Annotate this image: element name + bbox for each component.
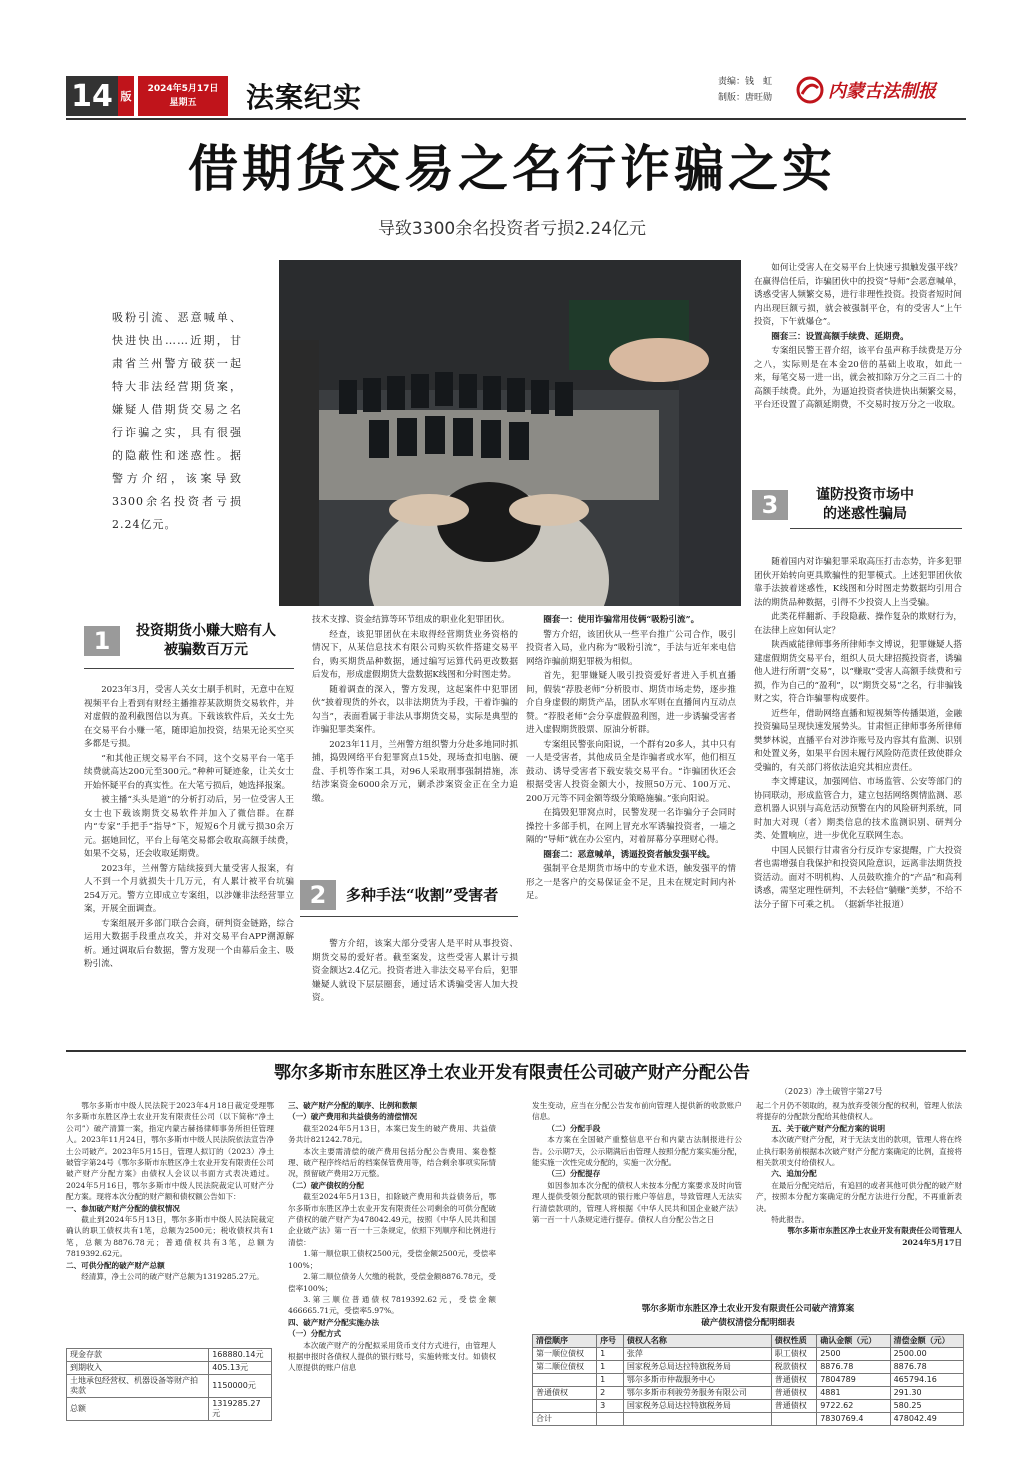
page-suffix-label: 版 <box>120 90 132 103</box>
dist-cell: 2500.00 <box>890 1348 963 1361</box>
asset-item: 到期收入 <box>67 1362 209 1375</box>
notice-title: 鄂尔多斯市东胜区净土农业开发有限责任公司破产财产分配公告 <box>274 1063 750 1083</box>
dist-cell: 张萍 <box>623 1348 771 1361</box>
dist-cell: 291.30 <box>890 1387 963 1400</box>
notice-a-para-3: 经清算，净土公司的破产财产总额为1319285.27元。 <box>81 1272 264 1282</box>
headline: 借期货交易之名行诈骗之实 <box>188 139 836 198</box>
notice-d-para-2: 本次破产财产分配，对于无法支出的款项，管理人将在终止执行职务前根据本次破产财产分配方案确定的比例，直接将相关款项支付给债权人。 <box>756 1135 962 1168</box>
dist-cell: 国家税务总局达拉特旗税务局 <box>623 1400 771 1413</box>
dist-table-subtitle: 破产债权清偿分配明细表 <box>701 1318 795 1328</box>
notice-b-head-3-text: （二）破产债权的分配 <box>288 1180 364 1190</box>
section-3-title: 谨防投资市场中的迷惑性骗局 <box>816 487 914 522</box>
dist-cell <box>597 1413 624 1426</box>
dist-cell: 2500 <box>817 1348 890 1361</box>
dist-cell: 4881 <box>817 1387 890 1400</box>
col4b-para-2: 此类花样翻新、手段隐蔽、操作复杂的欺财行为，在法律上应如何认定？ <box>754 612 962 636</box>
col3-para-4: 在捣毁犯罪窝点时，民警发现一名诈骗分子会同时操控十多部手机，在网上冒充水军诱骗投资者，一墙之隔的“导师”就在办公室内，对着屏幕分享理财心得。 <box>526 808 736 845</box>
masthead-rule <box>66 118 966 120</box>
notice-b-para-3: 截至2024年5月13日，扣除破产费用和共益债务后，鄂尔多斯市东胜区净土农业开发有限责任公司剩余的可供分配破产债权的破产财产为478042.49元，按照《中华人民共和国企业破产法》第一百一十三条规定，依照下列顺序和比例进行清偿： <box>288 1192 496 1247</box>
notice-signature-text: 鄂尔多斯市东胜区净土农业开发有限责任公司管理人 <box>787 1226 962 1236</box>
dist-cell: 合计 <box>533 1413 597 1426</box>
notice-d-para-3: 在最后分配完结后，有追回的或者其他可供分配的破产财产，按照本分配方案确定的分配方法进行分配，不再重新表决。 <box>756 1180 962 1213</box>
dist-cell: 职工债权 <box>771 1348 816 1361</box>
notice-d-head-2-text: 六、追加分配 <box>771 1169 817 1179</box>
notice-signature <box>756 1225 962 1236</box>
notice-b-para-7: 本次破产财产的分配拟采用货币支付方式进行，由管理人根据申报时各债权人提供的银行账号，实施转账支付。如债权人原提供的账户信息 <box>288 1340 496 1373</box>
notice-c-head-2 <box>532 1168 742 1179</box>
col4b-para-4: 近些年，借助网络直播和短视频等传播渠道，金融投资骗局呈现快速发展势头。甘肃恒正律师事务所律师樊梦林说，直播平台对涉诈账号及内容其有监测、识别和处置义务，如果平台因未履行风险防范责任致使群众受骗的，有关部门将依法追究其相应责任。 <box>754 708 962 773</box>
notice-d-para-4: 特此报告。 <box>771 1215 810 1225</box>
dist-col-header: 序号 <box>597 1335 624 1348</box>
notice-docno: （2023）净土破管字第27号 <box>780 1087 883 1096</box>
col4b-para-5: 李文博建议，加强网信、市场监管、公安等部门的协同联动，形成监管合力，建立包括网络舆情监测、恶意机器人识别与高危活动预警在内的风险研判系统，同时加大对现（者）期类信息的技术监测识别、研判分类、处置响应，进一步优化互联网生态。 <box>754 777 962 841</box>
dist-table-title: 鄂尔多斯市东胜区净土农业开发有限责任公司破产清算案 <box>641 1304 855 1314</box>
dist-cell: 普通债权 <box>771 1374 816 1387</box>
notice-d-head-2 <box>756 1168 962 1179</box>
dist-cell: 580.25 <box>890 1400 963 1413</box>
section-3-rule <box>790 528 962 529</box>
issue-weekday: 星期五 <box>169 98 197 108</box>
section-2-rule <box>300 916 518 917</box>
dist-cell: 8876.78 <box>817 1361 890 1374</box>
page-number: 14 <box>71 78 113 114</box>
dist-cell: 第二顺位债权 <box>533 1361 597 1374</box>
col4-box-title-3-text: 圈套三：设置高额手续费、延期费。 <box>771 331 909 342</box>
dist-col-header: 清偿顺序 <box>533 1335 597 1348</box>
notice-d-para-1: 起二个月仍不领取的，视为放弃受领分配的权利，管理人依法将提存的分配款分配给其他债权人。 <box>756 1101 962 1122</box>
col1-para-4: 2023年，兰州警方陆续接到大量受害人报案，有人不到一个月就损失十几万元，有人累计被平台坑骗254万元。警方立即成立专案组，以涉嫌非法经营罪立案，开展全面调查。 <box>84 863 294 914</box>
asset-amount: 1150000元 <box>209 1375 272 1398</box>
paper-logo-icon <box>796 76 824 104</box>
editor-credit: 责编：钱 虹 <box>718 77 773 87</box>
col3-box-title-2-text: 圈套二：恶意喊单，诱逼投资者触发强平线。 <box>543 849 716 860</box>
notice-c-para-2: 本方案在全国破产重整信息平台和内蒙古法制报进行公告。公示期7天，公示期满后由管理人按照分配方案实施分配，能实施一次性完成分配的，实施一次分配。 <box>532 1135 742 1168</box>
dist-cell: 第一顺位债权 <box>533 1348 597 1361</box>
notice-b-para-5: 2.第二顺位债务人欠缴的税款，受偿金额8876.78元，受偿率100%； <box>288 1272 496 1293</box>
distribution-table <box>532 1334 964 1426</box>
lead-paragraph: 吸粉引流、恶意喊单、快进快出……近期，甘肃省兰州警方破获一起特大非法经营期货案，嫌疑人借期货交易之名行诈骗之实，具有很强的隐蔽性和迷惑性。据警方介绍，该案导致3300余名投资者亏损2.24亿元。 <box>112 311 242 531</box>
asset-amount: 1319285.27元 <box>209 1398 272 1421</box>
dist-cell <box>623 1413 771 1426</box>
notice-b-head-2-text: （一）破产费用和共益债务的清偿情况 <box>288 1112 418 1122</box>
section-1-title-text: 投资期货小赚大赔有人被骗数百万元 <box>136 623 276 658</box>
dist-table-body <box>533 1348 964 1426</box>
notice-c-head-1 <box>532 1123 742 1134</box>
notice-b-head-2 <box>288 1111 496 1122</box>
asset-amount: 405.13元 <box>209 1362 272 1375</box>
dist-row <box>533 1413 964 1426</box>
photo-police-evidence <box>279 260 741 606</box>
dist-cell: 1 <box>597 1374 624 1387</box>
dist-col-header: 清偿金额（元） <box>890 1335 963 1348</box>
section-2-number: 2 <box>300 880 336 910</box>
col3-box-title-2 <box>526 849 736 863</box>
dist-cell: 国家税务总局达拉特旗税务局 <box>623 1361 771 1374</box>
section-2-header-box <box>300 880 520 910</box>
notice-a-para-2: 截止到2024年5月13日，鄂尔多斯市中级人民法院裁定确认的职工债权共有1笔，总额为2500元；税收债权共有1笔，总额为8876.78元；普通债权共有3笔，总额为7819392.62元。 <box>66 1215 274 1259</box>
producer-credit: 制版：唐旺勋 <box>718 93 773 103</box>
notice-b-para-1: 截至2024年5月13日，本案已发生的破产费用、共益债务共计821242.78元。 <box>288 1123 496 1145</box>
dist-cell: 鄂尔多斯市利骏劳务服务有限公司 <box>623 1387 771 1400</box>
section-2-title: 多种手法“收割”受害者 <box>346 885 499 904</box>
col1-para-1: 2023年3月，受害人关女士刷手机时，无意中在短视频平台上看到有财经主播推荐某款期货交易软件，并对虚假的盈利截图信以为真。下载该软件后，关女士先在交易平台小赚一笔，随即追加投资，结果无论买空买多都是亏损。 <box>84 685 294 749</box>
col1-para-5: 专案组展开多部门联合会商，研判资金链路，综合运用大数据手段重点攻关，并对交易平台APP溯源解析。通过调取后台数据，警方发现一个由幕后金主、吸粉引流、 <box>84 918 294 969</box>
assets-table <box>66 1348 272 1421</box>
assets-row <box>67 1398 272 1421</box>
notice-d-head-1 <box>756 1123 962 1134</box>
dist-col-header: 确认金额（元） <box>817 1335 890 1348</box>
col4b-para-1: 随着国内对诈骗犯罪采取高压打击态势，许多犯罪团伙开始转向更具欺骗性的犯罪模式。上述犯罪团伙依靠手法披着迷惑性，K线图和分时图走势数据均引用合法的期货品种数据，引得不少投资人上当受骗。 <box>754 557 962 608</box>
dist-cell: 3 <box>597 1400 624 1413</box>
notice-a-head-2 <box>66 1260 274 1271</box>
dist-row <box>533 1374 964 1387</box>
dist-cell: 普通债权 <box>771 1400 816 1413</box>
notice-b-para-2: 本次主要需清偿的破产费用包括分配公告费用、案卷整理、破产程序终结后的档案保管费用等，结合剩余事项实际情况，预留破产费用2万元整。 <box>288 1146 496 1179</box>
section-3-header <box>752 486 964 524</box>
dist-cell: 2 <box>597 1387 624 1400</box>
notice-b-head-3 <box>288 1180 496 1191</box>
dist-cell: 9722.62 <box>817 1400 890 1413</box>
col3-para-3: 专案组民警张向阳说，一个群有20多人，其中只有一人是受害者，其他成员全是诈骗者或水军，他们相互鼓动、诱导受害者下载安装交易平台。“诈骗团伙还会根据受害人投资金额大小，按照50万元、100万元、200万元等不同金额等级分策略施骗。”张向阳说。 <box>526 739 736 804</box>
dist-cell <box>533 1374 597 1387</box>
col2-top <box>312 614 518 807</box>
col4b-para-6: 中国人民银行甘肃省分行反诈专家提醒，广大投资者也需增强自我保护和投资风险意识，远离非法期货投资活动。面对不明机构、人员鼓吹推介的“产品”和高利诱惑，需坚定理性研判，不去轻信“躺赚”美梦，不给不法分子留下可乘之机。 （据新华社报道） <box>754 845 962 910</box>
col4-bottom <box>754 556 962 913</box>
col4-para-1: 如何让受害人在交易平台上快速亏损触发强平线？在赢得信任后，诈骗团伙中的投资“导师”会恶意喊单，诱惑受害人频繁交易，进行非理性投资。投资者短时间内出现巨额亏损，就会被强制平仓，有的受害人“上午投资，下午就爆仓”。 <box>754 263 962 327</box>
col2-para-3: 随着调查的深入，警方发现，这起案件中犯罪团伙“披着现货的外衣，以非法期货为手段，干着诈骗的勾当”，表面看属于非法从事期货交易，实际是典型的诈骗犯罪类案件。 <box>312 684 518 735</box>
dist-cell: 普通债权 <box>533 1387 597 1400</box>
col2b-para-1: 警方介绍，该案大部分受害人是平时从事投资、期货交易的爱好者。截至案发，这些受害人累计亏损资金额达2.4亿元。投资者进入非法交易平台后，犯罪嫌疑人就设下层层圈套，通过话术诱骗受害人加大投资。 <box>312 939 518 1003</box>
notice-b-head-4 <box>288 1317 496 1328</box>
date-box <box>138 76 228 116</box>
dist-col-header: 债权性质 <box>771 1335 816 1348</box>
notice-c-para-1: 发生变动，应当在分配公告发布前向管理人提供新的收款账户信息。 <box>532 1101 742 1122</box>
col3-para-1: 警方介绍，该团伙从一些平台推广公司合作，吸引投资者入局，业内称为“吸粉引流”，手法与近年来电信网络诈骗前期犯罪极为相似。 <box>526 629 736 667</box>
col4-top <box>754 262 962 414</box>
dist-cell <box>771 1413 816 1426</box>
assets-row <box>67 1375 272 1398</box>
notice-a-head-1-text: 一、参加破产财产分配的债权情况 <box>66 1203 180 1213</box>
col4-box-title-3 <box>754 331 962 345</box>
notice-col-a <box>66 1100 274 1283</box>
section-1-rule <box>84 668 294 669</box>
notice-c-para-3: 如因参加本次分配的债权人未按本分配方案要求及时向管理人提供受领分配款项的银行账户等信息，导致管理人无法实行清偿款项的，管理人将根据《中华人民共和国企业破产法》第一百一十八条规定进行提存。债权人自分配公告之日 <box>532 1180 742 1225</box>
col4b-para-3: 陕西威能律师事务所律师李文博说，犯罪嫌疑人搭建虚假期货交易平台，组织人员大肆招揽投资者，诱骗他人进行所谓“交易”，以“赚取”受害人高额手续费和亏损，作为自己的“盈利”，以“期货交易”之名，行非骗钱财之实，符合诈骗罪构成要件。 <box>754 640 962 704</box>
col2-para-1: 技术支撑、资金结算等环节组成的职业化犯罪团伙。 <box>312 615 510 625</box>
notice-a-head-1 <box>66 1203 274 1214</box>
notice-date <box>756 1237 962 1248</box>
dist-cell: 税款债权 <box>771 1361 816 1374</box>
dist-cell: 鄂尔多斯市仲裁服务中心 <box>623 1374 771 1387</box>
col4-para-2: 专案组民警王晋介绍，该平台虽声称手续费是万分之八，实际则是在本金20倍的基础上收取，如此一来，每笔交易一进一出，就会被扣除万分之三百二十的高额手续费。此外，为逼迫投资者快进快出频繁交易，平台还设置了高额延期费，不交易时按万分之一收取。 <box>754 346 962 410</box>
notice-b-head-5 <box>288 1328 496 1339</box>
section-1-header <box>84 622 294 660</box>
issue-date: 2024年5月17日 <box>147 84 219 94</box>
notice-b-head-1-text: 三、破产财产分配的顺序、比例和数额 <box>288 1101 418 1110</box>
dist-cell: 普通债权 <box>771 1387 816 1400</box>
dist-table-header <box>533 1335 964 1348</box>
asset-item: 总额 <box>67 1398 209 1421</box>
notice-a-para-1: 鄂尔多斯市中级人民法院于2023年4月18日裁定受理鄂尔多斯市东胜区净土农业开发有限责任公司（以下简称“净土公司”）破产清算一案，指定内蒙古赫扬律师事务所担任管理人。2023年11月24日，鄂尔多斯市中级人民法院依法宣告净土公司破产。2023年5月15日，管理人拟订的（2023）净土破管字第24号《鄂尔多斯市东胜区净土农业开发有限责任公司破产财产分配方案》由债权人会议以书面方式表决通过。2024年5月16日，鄂尔多斯市中级人民法院裁定认可财产分配方案。现将本次分配的财产额和债权额公告如下： <box>66 1101 274 1202</box>
section-1-number: 1 <box>84 626 120 656</box>
dist-row <box>533 1348 964 1361</box>
notice-d-head-1-text: 五、关于破产财产分配方案的说明 <box>771 1123 886 1133</box>
dist-row <box>533 1387 964 1400</box>
dist-row <box>533 1400 964 1413</box>
col3-para-5: 强制平仓是期货市场中的专业术语，触发强平的情形之一是客户的交易保证金不足，且未在规定时间内补足。 <box>526 864 736 901</box>
dist-cell: 7804789 <box>817 1374 890 1387</box>
news-photo <box>279 260 741 606</box>
notice-b-head-5-text: （一）分配方式 <box>288 1329 342 1339</box>
asset-amount: 168880.14元 <box>209 1349 272 1362</box>
notice-b-para-6: 3.第三顺位普通债权7819392.62元，受偿金额466665.71元，受偿率5.97%。 <box>288 1294 496 1316</box>
col3-box-title-1 <box>526 614 736 628</box>
notice-a-head-2-text: 二、可供分配的破产财产总额 <box>66 1260 165 1270</box>
notice-b-head-4-text: 四、破产财产分配实施办法 <box>288 1317 380 1327</box>
dist-col-header: 债权人名称 <box>623 1335 771 1348</box>
section-1-title <box>136 622 276 660</box>
dist-cell: 478042.49 <box>890 1413 963 1426</box>
notice-c-head-1-text: （二）分配手段 <box>547 1123 601 1133</box>
col3 <box>526 614 736 905</box>
col2-bottom <box>312 938 518 1007</box>
assets-row <box>67 1362 272 1375</box>
assets-row <box>67 1349 272 1362</box>
dist-row <box>533 1361 964 1374</box>
asset-item: 现金存款 <box>67 1349 209 1362</box>
notice-top-rule <box>66 1050 966 1052</box>
notice-b-para-4: 1.第一顺位职工债权2500元，受偿金额2500元，受偿率100%； <box>288 1249 496 1270</box>
col1-para-2: “和其他正规交易平台不同，这个交易平台一笔手续费就高达200元至300元。”种种可疑迹象，让关女士开始怀疑平台的真实性。在大笔亏损后，她选择报案。 <box>84 753 294 791</box>
col2-para-2: 经查，该犯罪团伙在未取得经营期货业务资格的情况下，从某信息技术有限公司购买软件搭建交易平台，购买期货品种数据，通过编写运算代码更改数据后发布，形成虚假期货大盘数据K线图和分时图走势。 <box>312 629 518 680</box>
col1-para-3: 被主播“头头是道”的分析打动后，另一位受害人王女士也下载该期货交易软件并加入了微信群。在群内“专家”手把手“指导”下，短短6个月就亏损30余万元。据她回忆，平台上每笔交易都会收取高额手续费，如果不交易，还会收取延期费。 <box>84 795 294 859</box>
col1 <box>84 684 294 973</box>
notice-col-b <box>288 1100 496 1374</box>
notice-col-c <box>532 1100 742 1225</box>
col3-box-title-1-text: 圈套一：使用诈骗常用伎俩“吸粉引流”。 <box>543 615 700 625</box>
assets-table-body <box>67 1349 272 1421</box>
dist-cell <box>533 1400 597 1413</box>
asset-item: 土地承包经营权、机器设备等财产拍卖款 <box>67 1375 209 1398</box>
page-number-box <box>66 76 118 116</box>
dist-cell: 8876.78 <box>890 1361 963 1374</box>
dist-cell: 465794.16 <box>890 1374 963 1387</box>
col2-para-4: 2023年11月，兰州警方组织警力分赴多地同时抓捕，捣毁网络平台犯罪窝点15处，现场查扣电脑、硬盘、手机等作案工具，对96人采取刑事强制措施，冻结涉案资金6000余万元，剿杀涉案资金正在全力追缴。 <box>312 739 518 804</box>
section-3-number: 3 <box>752 490 788 520</box>
section-name: 法案纪实 <box>246 81 363 114</box>
page-suffix <box>118 76 134 116</box>
dist-cell: 1 <box>597 1361 624 1374</box>
notice-date-text: 2024年5月17日 <box>902 1237 962 1247</box>
notice-col-d <box>756 1100 962 1248</box>
paper-name: 内蒙古法制报 <box>828 81 936 102</box>
paper-logo <box>796 72 956 108</box>
notice-b-head-1 <box>288 1100 496 1111</box>
dist-cell: 7830769.4 <box>817 1413 890 1426</box>
notice-c-head-2-text: （三）分配提存 <box>547 1169 601 1179</box>
dist-cell: 1 <box>597 1348 624 1361</box>
col3-para-2: 首先，犯罪嫌疑人吸引投资爱好者进入手机直播间，假装“荐股老师”分析股市、期货市场走势，逐步推介自身虚假的期货产品，团队水军则在直播间内互动点赞。“荐股老师”会分享虚假盈利图，进一步诱骗受害者进入虚假期货股票、原油分析群。 <box>526 671 736 735</box>
subheadline: 导致3300余名投资者亏损2.24亿元 <box>377 219 647 239</box>
